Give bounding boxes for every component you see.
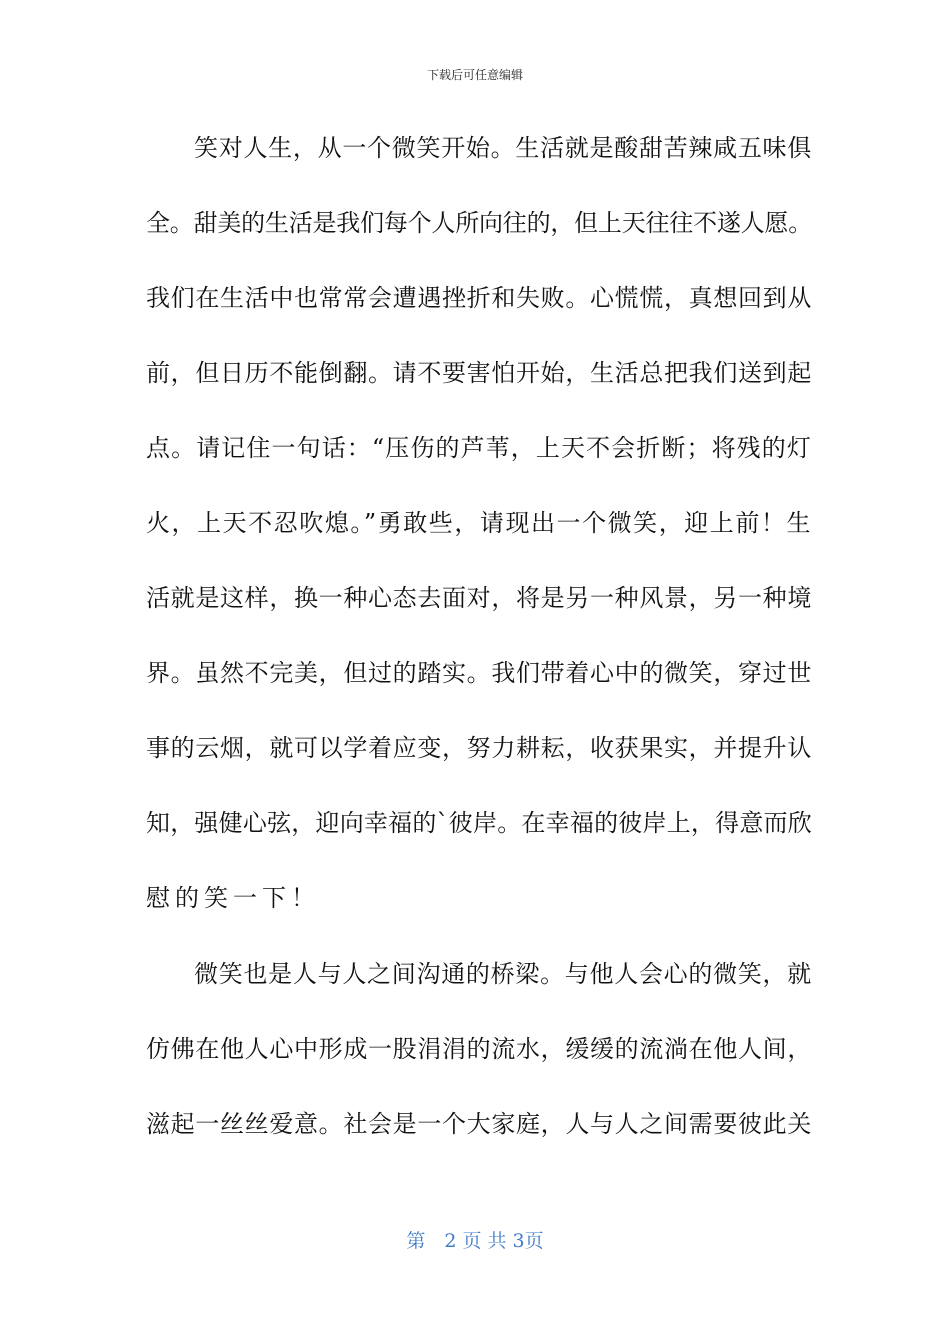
paragraph-1-line-8: 界。虽然不完美，但过的踏实。我们带着心中的微笑，穿过世: [146, 659, 812, 687]
paragraph-1-line-1: 笑对人生，从一个微笑开始。生活就是酸甜苦辣咸五味俱: [194, 134, 812, 162]
page-header: 下载后可任意编辑: [426, 68, 523, 82]
paragraph-2-line-1: 微笑也是人与人之间沟通的桥梁。与他人会心的微笑，就: [194, 960, 812, 988]
paragraph-2-line-2: 仿佛在他人心中形成一股涓涓的流水，缓缓的流淌在他人间，: [146, 1035, 812, 1063]
paragraph-1-line-10: 知，强健心弦，迎向幸福的`彼岸。在幸福的彼岸上，得意而欣: [146, 809, 812, 837]
paragraph-1-line-6: 火，上天不忍吹熄。”勇敢些，请现出一个微笑，迎上前！生: [146, 509, 812, 537]
paragraph-1-line-7: 活就是这样，换一种心态去面对，将是另一种风景，另一种境: [146, 584, 812, 612]
paragraph-1-line-9: 事的云烟，就可以学着应变，努力耕耘，收获果实，并提升认: [146, 734, 812, 762]
paragraph-1-line-2: 全。甜美的生活是我们每个人所向往的，但上天往往不遂人愿。: [146, 209, 812, 237]
page-footer: 第 2 页 共 3页: [406, 1230, 544, 1252]
paragraph-2-line-3: 滋起一丝丝爱意。社会是一个大家庭，人与人之间需要彼此关: [146, 1110, 812, 1138]
paragraph-1-line-5: 点。请记住一句话：“压伤的芦苇，上天不会折断；将残的灯: [146, 434, 812, 462]
paragraph-1-line-11: 慰的笑一下！: [146, 884, 320, 912]
paragraph-1-line-4: 前，但日历不能倒翻。请不要害怕开始，生活总把我们送到起: [146, 359, 812, 387]
paragraph-1-line-3: 我们在生活中也常常会遭遇挫折和失败。心慌慌，真想回到从: [146, 284, 812, 312]
